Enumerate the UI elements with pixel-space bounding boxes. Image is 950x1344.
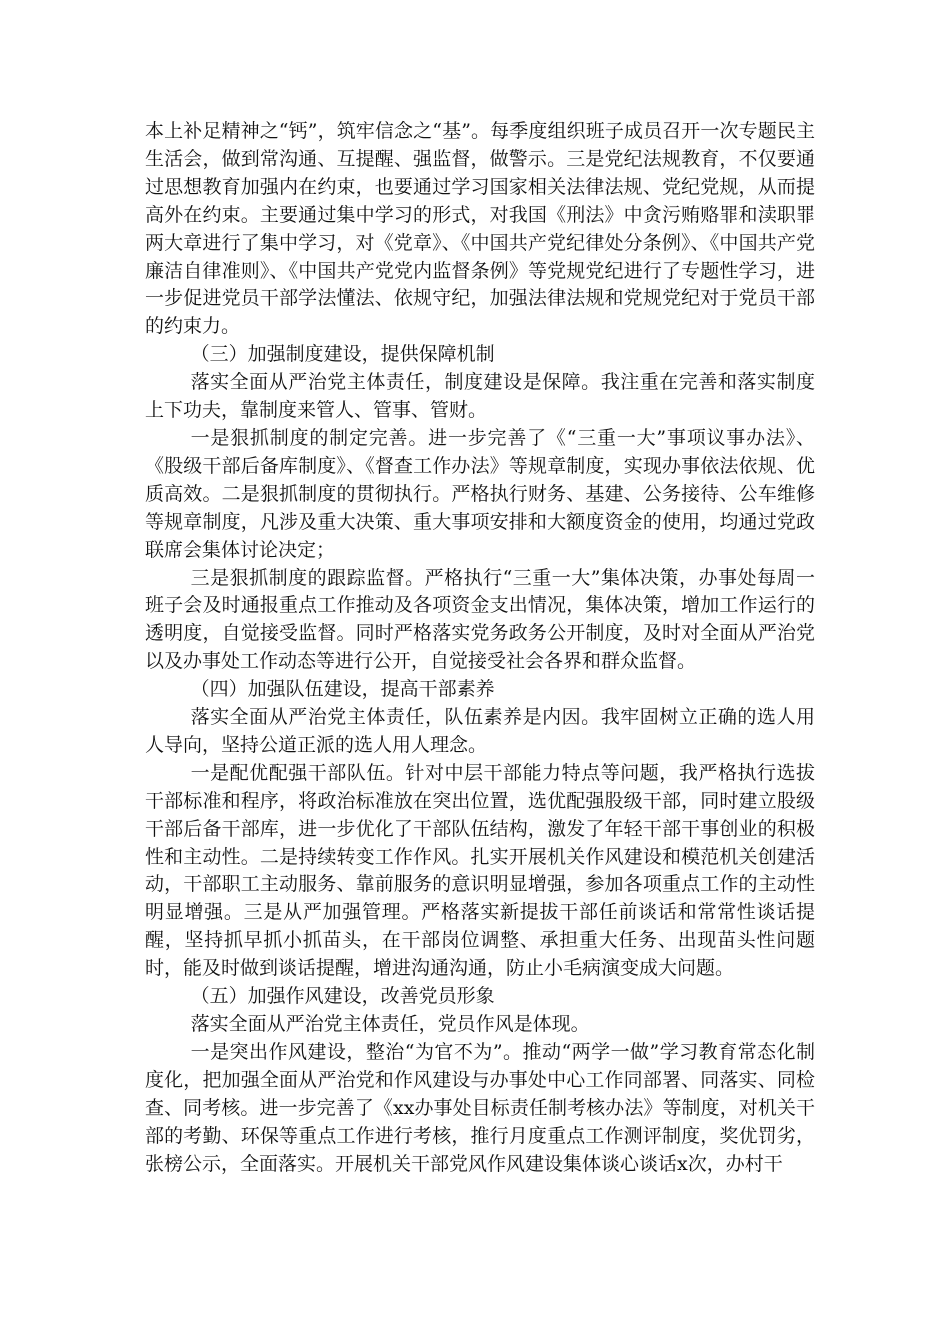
section-heading-5: （五）加强作风建设，改善党员形象 (190, 985, 495, 1008)
paragraph: 一是狠抓制度的制定完善。进一步完善了《“三重一大”事项议事办法》、《股级干部后备库制度》、《督查工作办法》等规章制度，实现办事依法依规、优质高效。二是狠抓制度的贯彻执行。严格执行财务、基建、公务接待、公车维修等规章制度，凡涉及重大决策、重大事项安排和大额度资金的使用，均通过党政联席会集体讨论决定； (145, 426, 815, 561)
paragraph: 一是配优配强干部队伍。针对中层干部能力特点等问题，我严格执行选拔干部标准和程序，将政治标准放在突出位置，选优配强股级干部，同时建立股级干部后备干部库，进一步优化了干部队伍结构，激发了年轻干部干事创业的积极性和主动性。二是持续转变工作作风。扎实开展机关作风建设和模范机关创建活动，干部职工主动服务、靠前服务的意识明显增强，参加各项重点工作的主动性明显增强。三是从严加强管理。严格落实新提拔干部任前谈话和常常性谈话提醒，坚持抓早抓小抓苗头，在干部岗位调整、承担重大任务、出现苗头性问题时，能及时做到谈话提醒，增进沟通沟通，防止小毛病演变成大问题。 (145, 761, 815, 980)
paragraph: 落实全面从严治党主体责任，制度建设是保障。我注重在完善和落实制度上下功夫，靠制度来管人、管事、管财。 (145, 371, 815, 422)
paragraph: 落实全面从严治党主体责任，队伍素养是内因。我牢固树立正确的选人用人导向，坚持公道正派的选人用人理念。 (145, 706, 815, 756)
paragraph: 一是突出作风建设，整治“为官不为”。推动“两学一做”学习教育常态化制度化，把加强全面从严治党和作风建设与办事处中心工作同部署、同落实、同检查、同考核。进一步完善了《xx办事处目标责任制考核办法》等制度，对机关干部的考勤、环保等重点工作进行考核，推行月度重点工作测评制度，奖优罚劣，张榜公示，全面落实。开展机关干部党风作风建设集体谈心谈话x次，办村干 (145, 1040, 815, 1175)
paragraph-continuation: 本上补足精神之“钙”，筑牢信念之“基”。每季度组织班子成员召开一次专题民主生活会，做到常沟通、互提醒、强监督，做警示。三是党纪法规教育，不仅要通过思想教育加强内在约束，也要通过学习国家相关法律法规、党纪党规，从而提高外在约束。主要通过集中学习的形式，对我国《刑法》中贪污贿赂罪和渎职罪两大章进行了集中学习，对《党章》、《中国共产党纪律处分条例》、《中国共产党廉洁自律准则》、《中国共产党党内监督条例》等党规党纪进行了专题性学习，进一步促进党员干部学法懂法、依规守纪，加强法律法规和党规党纪对于党员干部的约束力。 (145, 120, 815, 338)
paragraph: 落实全面从严治党主体责任，党员作风是体现。 (190, 1013, 590, 1035)
paragraph: 三是狠抓制度的跟踪监督。严格执行“三重一大”集体决策，办事处每周一班子会及时通报重点工作推动及各项资金支出情况，集体决策，增加工作运行的透明度，自觉接受监督。同时严格落实党务政务公开制度，及时对全面从严治党以及办事处工作动态等进行公开，自觉接受社会各界和群众监督。 (145, 566, 815, 673)
section-heading-4: （四）加强队伍建设，提高干部素养 (190, 678, 495, 701)
document-body (145, 118, 815, 1178)
section-heading-3: （三）加强制度建设，提供保障机制 (190, 343, 495, 366)
